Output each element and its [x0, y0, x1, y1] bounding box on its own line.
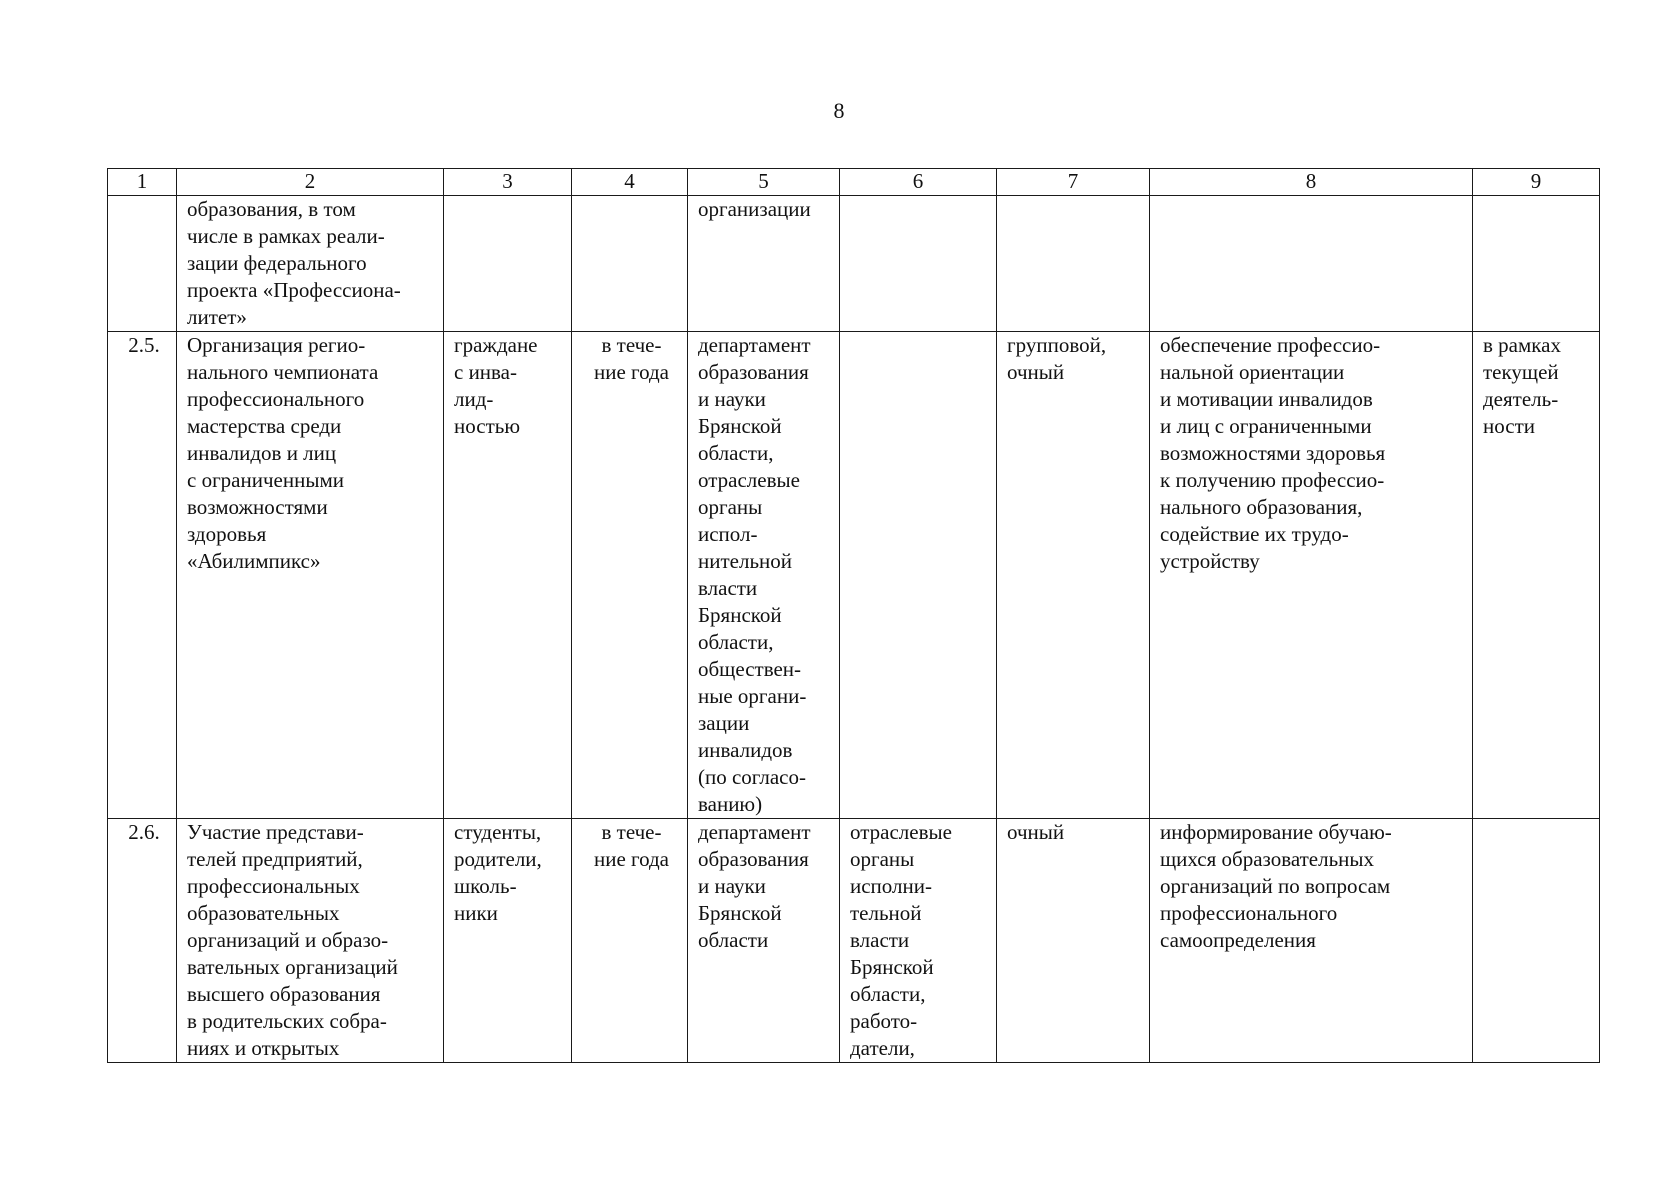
cell-text-line: школь-: [454, 874, 517, 898]
cell-text-line: ные органи-: [698, 684, 807, 708]
cell-text-line: с ограниченными: [187, 468, 344, 492]
column-header-1: 1: [108, 169, 177, 196]
cell-text-line: исполни-: [850, 874, 932, 898]
cell-text-line: 2.5.: [128, 333, 160, 357]
table-cell-col-2: [177, 332, 444, 819]
column-header-5: 5: [688, 169, 840, 196]
cell-text-line: организаций и образо-: [187, 928, 389, 952]
cell-text-line: испол-: [698, 522, 758, 546]
table-cell-col-1: [108, 332, 177, 819]
cell-text-line: нительной: [698, 549, 793, 573]
table-cell-col-4: [572, 332, 688, 819]
cell-text-line: мастерства среди: [187, 414, 342, 438]
cell-text-line: отраслевые: [698, 468, 800, 492]
cell-text-line: ностью: [454, 414, 521, 438]
table-cell-col-4: [572, 819, 688, 1063]
page-number: 8: [833, 98, 845, 123]
table-cell-col-7: [997, 196, 1150, 332]
cell-text-line: Брянской: [698, 603, 782, 627]
cell-text-line: «Абилимпикс»: [187, 549, 321, 573]
cell-text-line: и лиц с ограниченными: [1160, 414, 1372, 438]
cell-text-line: высшего образования: [187, 982, 381, 1006]
cell-text-line: групповой,: [1007, 333, 1107, 357]
cell-text-line: ниях и открытых: [187, 1036, 340, 1060]
cell-text-line: ние года: [593, 360, 670, 384]
cell-text-line: родители,: [454, 847, 542, 871]
table-row: [108, 332, 1600, 819]
cell-text-line: самоопределения: [1160, 928, 1316, 952]
cell-text-line: и науки: [698, 874, 766, 898]
column-header-6: 6: [840, 169, 997, 196]
column-header-8: 8: [1150, 169, 1473, 196]
cell-text-line: профессиональных: [187, 874, 360, 898]
cell-text-line: образования: [698, 360, 809, 384]
cell-text-line: к получению профессио-: [1160, 468, 1385, 492]
table-cell-col-3: [444, 196, 572, 332]
cell-text-line: зации: [698, 711, 750, 735]
cell-text-line: профессионального: [1160, 901, 1338, 925]
cell-text-line: области,: [698, 630, 774, 654]
table-row: [108, 196, 1600, 332]
cell-text-line: литет»: [187, 305, 247, 329]
cell-text-line: очный: [1007, 360, 1065, 384]
cell-text-line: содействие их трудо-: [1160, 522, 1349, 546]
table-row: [108, 819, 1600, 1063]
column-header-4: 4: [572, 169, 688, 196]
cell-text-line: ности: [1483, 414, 1535, 438]
cell-text-line: департамент: [698, 333, 811, 357]
table-cell-col-9: [1473, 819, 1600, 1063]
cell-text-line: области,: [850, 982, 926, 1006]
table-body: [108, 196, 1600, 1063]
header-row: [108, 169, 1600, 196]
cell-text-line: власти: [850, 928, 910, 952]
table-cell-col-2: [177, 196, 444, 332]
cell-text-line: вательных организаций: [187, 955, 398, 979]
cell-text-line: числе в рамках реали-: [187, 224, 385, 248]
cell-text-line: обеспечение профессио-: [1160, 333, 1381, 357]
cell-text-line: Организация регио-: [187, 333, 366, 357]
cell-text-line: зации федерального: [187, 251, 367, 275]
cell-text-line: деятель-: [1483, 387, 1559, 411]
table-cell-col-5: [688, 819, 840, 1063]
column-header-7: 7: [997, 169, 1150, 196]
cell-text-line: профессионального: [187, 387, 365, 411]
cell-text-line: информирование обучаю-: [1160, 820, 1392, 844]
cell-text-line: инвалидов и лиц: [187, 441, 337, 465]
cell-text-line: и мотивации инвалидов: [1160, 387, 1373, 411]
cell-text-line: тельной: [850, 901, 922, 925]
cell-text-line: устройству: [1160, 549, 1260, 573]
cell-text-line: отраслевые: [850, 820, 952, 844]
cell-text-line: в рамках: [1483, 333, 1561, 357]
cell-text-line: власти: [698, 576, 758, 600]
cell-text-line: Брянской: [698, 414, 782, 438]
cell-text-line: организации: [698, 197, 811, 221]
cell-text-line: работо-: [850, 1009, 918, 1033]
cell-text-line: щихся образовательных: [1160, 847, 1375, 871]
table-cell-col-4: [572, 196, 688, 332]
column-header-2: 2: [177, 169, 444, 196]
cell-text-line: образовательных: [187, 901, 340, 925]
table-cell-col-5: [688, 332, 840, 819]
cell-text-line: ники: [454, 901, 498, 925]
table-cell-col-1: [108, 196, 177, 332]
table-cell-col-8: [1150, 819, 1473, 1063]
cell-text-line: телей предприятий,: [187, 847, 363, 871]
cell-text-line: Брянской: [698, 901, 782, 925]
cell-text-line: 2.6.: [128, 820, 160, 844]
cell-text-line: области: [698, 928, 769, 952]
table-cell-col-9: [1473, 332, 1600, 819]
table-cell-col-3: [444, 819, 572, 1063]
cell-text-line: органы: [698, 495, 763, 519]
cell-text-line: нальной ориентации: [1160, 360, 1345, 384]
table-cell-col-1: [108, 819, 177, 1063]
table-cell-col-8: [1150, 332, 1473, 819]
table-cell-col-6: [840, 332, 997, 819]
cell-text-line: и науки: [698, 387, 766, 411]
cell-text-line: текущей: [1483, 360, 1559, 384]
table-cell-col-6: [840, 196, 997, 332]
column-header-9: 9: [1473, 169, 1600, 196]
cell-text-line: с инва-: [454, 360, 517, 384]
cell-text-line: граждане: [454, 333, 538, 357]
cell-text-line: нального чемпионата: [187, 360, 379, 384]
table-cell-col-7: [997, 819, 1150, 1063]
table-cell-col-3: [444, 332, 572, 819]
cell-text-line: обществен-: [698, 657, 802, 681]
table-cell-col-6: [840, 819, 997, 1063]
cell-text-line: лид-: [454, 387, 494, 411]
cell-text-line: организаций по вопросам: [1160, 874, 1391, 898]
cell-text-line: ние года: [593, 847, 670, 871]
table-cell-col-9: [1473, 196, 1600, 332]
column-header-3: 3: [444, 169, 572, 196]
cell-text-line: образования: [698, 847, 809, 871]
cell-text-line: департамент: [698, 820, 811, 844]
cell-text-line: органы: [850, 847, 915, 871]
cell-text-line: Участие представи-: [187, 820, 364, 844]
cell-text-line: очный: [1007, 820, 1065, 844]
table-cell-col-2: [177, 819, 444, 1063]
table-cell-col-8: [1150, 196, 1473, 332]
cell-text-line: ванию): [698, 792, 763, 816]
cell-text-line: возможностями: [187, 495, 328, 519]
cell-text-line: области,: [698, 441, 774, 465]
cell-text-line: инвалидов: [698, 738, 793, 762]
cell-text-line: датели,: [850, 1036, 915, 1060]
cell-text-line: нального образования,: [1160, 495, 1363, 519]
cell-text-line: студенты,: [454, 820, 542, 844]
cell-text-line: возможностями здоровья: [1160, 441, 1386, 465]
cell-text-line: образования, в том: [187, 197, 356, 221]
cell-text-line: (по согласо-: [698, 765, 806, 789]
table-cell-col-5: [688, 196, 840, 332]
cell-text-line: в тече-: [601, 820, 662, 844]
cell-text-line: проекта «Профессиона-: [187, 278, 401, 302]
cell-text-line: в тече-: [601, 333, 662, 357]
plan-table: [107, 168, 1600, 1063]
table-cell-col-7: [997, 332, 1150, 819]
cell-text-line: здоровья: [187, 522, 267, 546]
cell-text-line: в родительских собра-: [187, 1009, 387, 1033]
cell-text-line: Брянской: [850, 955, 934, 979]
